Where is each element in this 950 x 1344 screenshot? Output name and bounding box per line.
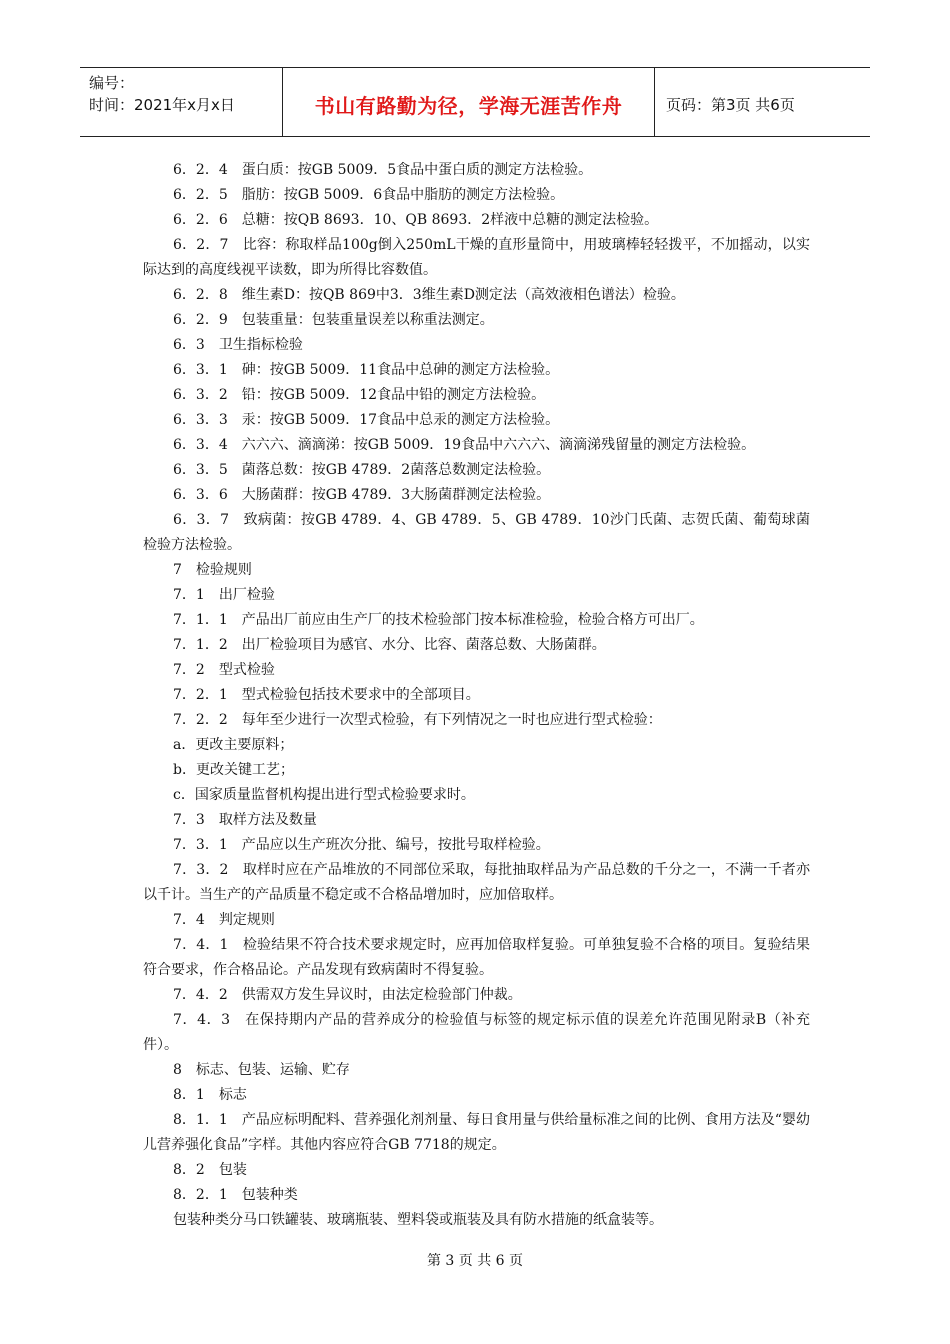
paragraph: 6．3．3 汞：按GB 5009．17食品中总汞的测定方法检验。 xyxy=(173,412,560,428)
paragraph: 6．3．4 六六六、滴滴涕：按GB 5009．19食品中六六六、滴滴涕残留量的测定方法检验。 xyxy=(173,437,756,453)
page-footer xyxy=(0,1250,950,1270)
paragraph: 8．1．1 产品应标明配料、营养强化剂剂量、每日食用量与供给量标准之间的比例、食用方法及“婴幼儿营养强化食品”字样。其他内容应符合GB 7718的规定。 xyxy=(143,1112,810,1153)
paragraph: 7．1．1 产品出厂前应由生产厂的技术检验部门按本标准检验，检验合格方可出厂。 xyxy=(173,612,704,628)
paragraph: 7．4．2 供需双方发生异议时，由法定检验部门仲裁。 xyxy=(173,987,522,1003)
paragraph: 6．3．2 铅：按GB 5009．12食品中铅的测定方法检验。 xyxy=(173,387,546,403)
paragraph: 6．2．6 总糖：按QB 8693．10、QB 8693．2样液中总糖的测定法检验。 xyxy=(173,212,659,228)
paragraph: 7．2 型式检验 xyxy=(173,662,275,678)
paragraph: 6．3．5 菌落总数：按GB 4789．2菌落总数测定法检验。 xyxy=(173,462,551,478)
document-time-label: 时间：2021年x月x日 xyxy=(89,96,235,114)
paragraph: 7．1 出厂检验 xyxy=(173,587,275,603)
paragraph: 7．4．3 在保持期内产品的营养成分的检验值与标签的规定标示值的误差允许范围见附录B（补充件）。 xyxy=(143,1012,810,1053)
paragraph: 6．3．6 大肠菌群：按GB 4789．3大肠菌群测定法检验。 xyxy=(173,487,551,503)
paragraph: 包装种类分马口铁罐装、玻璃瓶装、塑料袋或瓶装及具有防水措施的纸盒装等。 xyxy=(173,1212,663,1228)
paragraph: 8．2．1 包装种类 xyxy=(173,1187,298,1203)
footer-page-number: 第 3 页 共 6 页 xyxy=(426,1253,524,1269)
paragraph: 8．1 标志 xyxy=(173,1087,247,1103)
paragraph: 7．4 判定规则 xyxy=(173,912,275,928)
paragraph: 6．3 卫生指标检验 xyxy=(173,337,303,353)
paragraph: 7．2．1 型式检验包括技术要求中的全部项目。 xyxy=(173,687,480,703)
header-page-label: 页码：第3页 共6页 xyxy=(666,95,795,114)
paragraph: 7．3．1 产品应以生产班次分批、编号，按批号取样检验。 xyxy=(173,837,550,853)
paragraph: 7．3．2 取样时应在产品堆放的不同部位采取，每批抽取样品为产品总数的千分之一，不满一千者亦以千计。当生产的产品质量不稳定或不合格品增加时，应加倍取样。 xyxy=(143,862,810,903)
paragraph: b．更改关键工艺； xyxy=(173,762,294,778)
paragraph: 7．2．2 每年至少进行一次型式检验，有下列情况之一时也应进行型式检验： xyxy=(173,712,662,728)
header-motto-cell xyxy=(283,68,655,136)
paragraph: 6．3．1 砷：按GB 5009．11食品中总砷的测定方法检验。 xyxy=(173,362,560,378)
paragraph: 8 标志、包装、运输、贮存 xyxy=(173,1062,350,1078)
paragraph: 7．1．2 出厂检验项目为感官、水分、比容、菌落总数、大肠菌群。 xyxy=(173,637,606,653)
paragraph: 7．4．1 检验结果不符合技术要求规定时，应再加倍取样复验。可单独复验不合格的项目。复验结果符合要求，作合格品论。产品发现有致病菌时不得复验。 xyxy=(143,937,810,978)
header-motto: 书山有路勤为径，学海无涯苦作舟 xyxy=(314,93,623,118)
paragraph: 8．2 包装 xyxy=(173,1162,247,1178)
paragraph: 6．2．5 脂肪：按GB 5009．6食品中脂肪的测定方法检验。 xyxy=(173,187,565,203)
header-page-cell xyxy=(655,68,870,136)
paragraph: 6．2．4 蛋白质：按GB 5009．5食品中蛋白质的测定方法检验。 xyxy=(173,162,593,178)
header-meta xyxy=(80,68,283,136)
paragraph: a．更改主要原料； xyxy=(173,737,294,753)
paragraph: c．国家质量监督机构提出进行型式检验要求时。 xyxy=(173,787,475,803)
paragraph: 7 检验规则 xyxy=(173,562,252,578)
paragraph: 6．2．9 包装重量：包装重量误差以称重法测定。 xyxy=(173,312,494,328)
paragraph: 6．3．7 致病菌：按GB 4789．4、GB 4789．5、GB 4789．10沙门氏菌、志贺氏菌、葡萄球菌检验方法检验。 xyxy=(143,512,810,553)
page-header xyxy=(80,67,870,137)
paragraph: 6．2．8 维生素D：按QB 869中3．3维生素D测定法（高效液相色谱法）检验。 xyxy=(173,287,685,303)
paragraph: 7．3 取样方法及数量 xyxy=(173,812,317,828)
document-number-label: 编号： xyxy=(89,74,135,92)
paragraph: 6．2．7 比容：称取样品100g倒入250mL干燥的直形量筒中，用玻璃棒轻轻拨平，不加摇动，以实际达到的高度线视平读数，即为所得比容数值。 xyxy=(143,237,810,278)
document-body xyxy=(143,158,810,1233)
